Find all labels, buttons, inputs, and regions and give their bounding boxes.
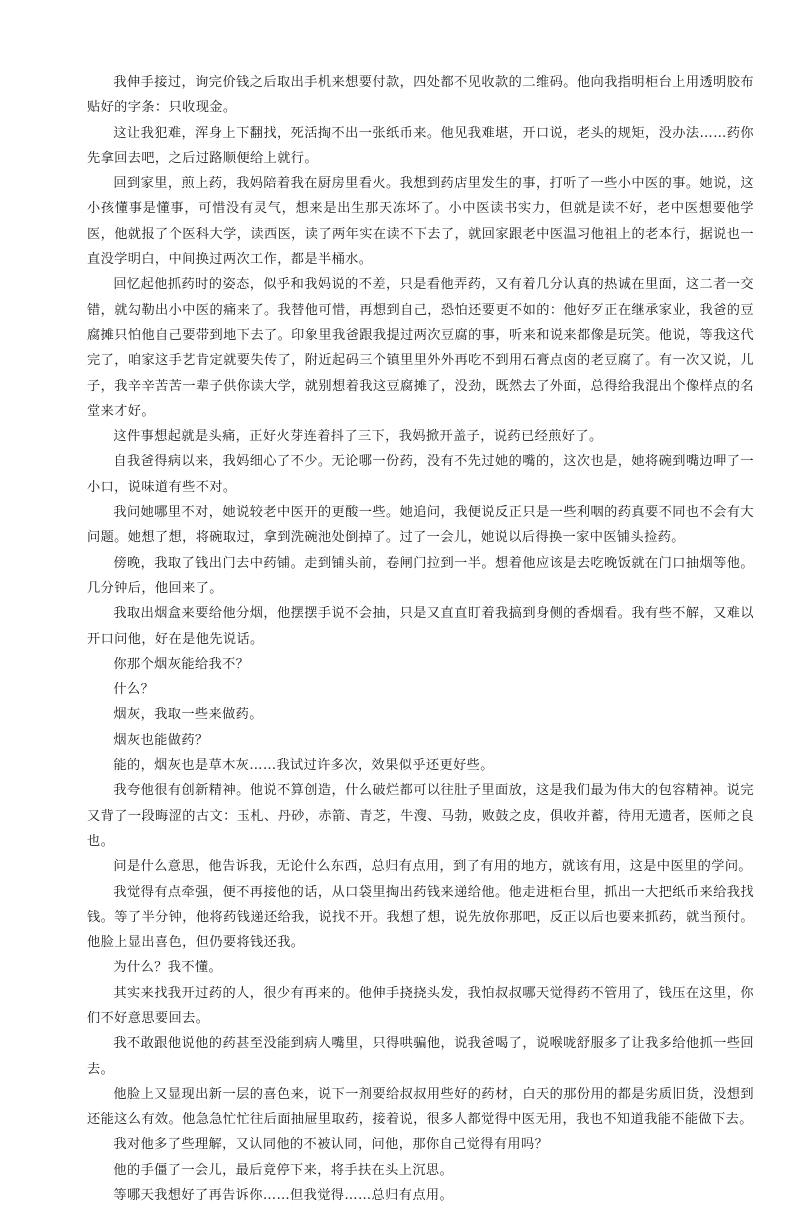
paragraph: 自我爸得病以来，我妈细心了不少。无论哪一份药，没有不先过她的嘴的，这次也是，她将碗到嘴边呷了一小口，说味道有些不对。 bbox=[87, 454, 754, 495]
paragraph: 我伸手接过，询完价钱之后取出手机来想要付款，四处都不见收款的二维码。他向我指明柜台上用透明胶布贴好的字条：只收现金。 bbox=[87, 75, 754, 116]
paragraph: 傍晚，我取了钱出门去中药铺。走到铺头前，卷闸门拉到一半。想着他应该是去吃晚饭就在门口抽烟等他。几分钟后，他回来了。 bbox=[87, 555, 754, 596]
dialogue-line: 为什么？我不懂。 bbox=[113, 960, 223, 976]
paragraph: 他的手僵了一会儿，最后竟停下来，将手扶在头上沉思。 bbox=[113, 1162, 454, 1178]
paragraph: 我夸他很有创新精神。他说不算创造，什么破烂都可以往肚子里面放，这是我们最为伟大的包容精神。说完又背了一段晦涩的古文：玉札、丹砂，赤箭、青芝，牛溲、马勃，败鼓之皮，俱收并蓄，待用无遗者，医师之良也。 bbox=[87, 783, 754, 849]
paragraph: 这让我犯难，浑身上下翻找，死活掏不出一张纸币来。他见我难堪，开口说，老头的规矩，没办法……药你先拿回去吧，之后过路顺便给上就行。 bbox=[87, 125, 754, 166]
dialogue-line: 能的，烟灰也是草木灰……我试过许多次，效果似乎还更好些。 bbox=[113, 758, 494, 774]
dialogue-line: 你那个烟灰能给我不？ bbox=[113, 656, 250, 672]
paragraph: 他脸上又显现出新一层的喜色来，说下一剂要给叔叔用些好的药材，白天的那份用的都是劣质旧货，没想到还能这么有效。他急急忙忙往后面抽屉里取药，接着说，很多人都觉得中医无用，我也不知道我能不能做下去。 bbox=[87, 1086, 754, 1128]
paragraph: 问是什么意思，他告诉我，无论什么东西，总归有点用，到了有用的地方，就该有用，这是中医里的学问。 bbox=[113, 859, 752, 875]
paragraph: 这件事想起就是头痛，正好火芽连着抖了三下，我妈掀开盖子，说药已经煎好了。 bbox=[113, 429, 603, 445]
paragraph: 回忆起他抓药时的姿态，似乎和我妈说的不差，只是看他弄药，又有着几分认真的热诚在里面，这二者一交错，就勾勒出小中医的痛来了。我替他可惜，再想到自己，恐怕还要更不如的：他好歹正在继承家业，我爸的豆腐摊只怕他自己要带到地下去了。印象里我爸跟我提过两次豆腐的事，听来和说来都像是玩笑。他说，等我这代完了，咱家这手艺肯定就要失传了，附近起码三个镇里里外外再吃不到用石膏点卤的老豆腐了。有一次又说，儿子，我辛辛苦苦一辈子供你读大学，就别想着我这豆腐摊了，没劲，既然去了外面，总得给我混出个像样点的名堂来才好。 bbox=[87, 277, 754, 419]
paragraph: 我对他多了些理解，又认同他的不被认同，问他，那你自己觉得有用吗？ bbox=[113, 1137, 549, 1153]
paragraph: 我取出烟盒来要给他分烟，他摆摆手说不会抽，只是又直直盯着我搞到身侧的香烟看。我有些不解，又难以开口问他，好在是他先说话。 bbox=[87, 606, 754, 647]
paragraph: 我不敢跟他说他的药甚至没能到病人嘴里，只得哄骗他，说我爸喝了，说喉咙舒服多了让我多给他抓一些回去。 bbox=[87, 1036, 754, 1077]
paragraph: 回到家里，煎上药，我妈陪着我在厨房里看火。我想到药店里发生的事，打听了一些小中医的事。她说，这小孩懂事是懂事，可惜没有灵气，想来是出生那天冻坏了。小中医读书实力，但就是读不好，老中医想要他学医，他就报了个医科大学，读西医，读了两年实在读不下去了，就回家跟老中医温习他祖上的老本行，据说也一直没学明白，中间换过两次工作，都是半桶水。 bbox=[87, 176, 754, 268]
paragraph: 其实来找我开过药的人，很少有再来的。他伸手挠挠头发，我怕叔叔哪天觉得药不管用了，钱压在这里，你们不好意思要回去。 bbox=[87, 985, 754, 1026]
paragraph: 我觉得有点牵强，便不再接他的话，从口袋里掏出药钱来递给他。他走进柜台里，抓出一大把纸币来给我找钱。等了半分钟，他将药钱递还给我，说找不开。我想了想，说先放你那吧，反正以后也要来抓药，就当预付。他脸上显出喜色，但仍要将钱还我。 bbox=[87, 884, 754, 951]
dialogue-line: 烟灰，我取一些来做药。 bbox=[113, 707, 263, 723]
dialogue-line: 烟灰也能做药？ bbox=[113, 732, 209, 748]
dialogue-line: 等哪天我想好了再告诉你……但我觉得……总归有点用。 bbox=[113, 1188, 454, 1204]
paragraph: 我问她哪里不对，她说较老中医开的更酸一些。她追问，我便说反正只是一些利咽的药真要不同也不会有大问题。她想了想，将碗取过，拿到洗碗池处倒掉了。过了一会儿，她说以后得换一家中医铺头捡药。 bbox=[87, 505, 754, 546]
dialogue-line: 什么？ bbox=[113, 682, 155, 698]
